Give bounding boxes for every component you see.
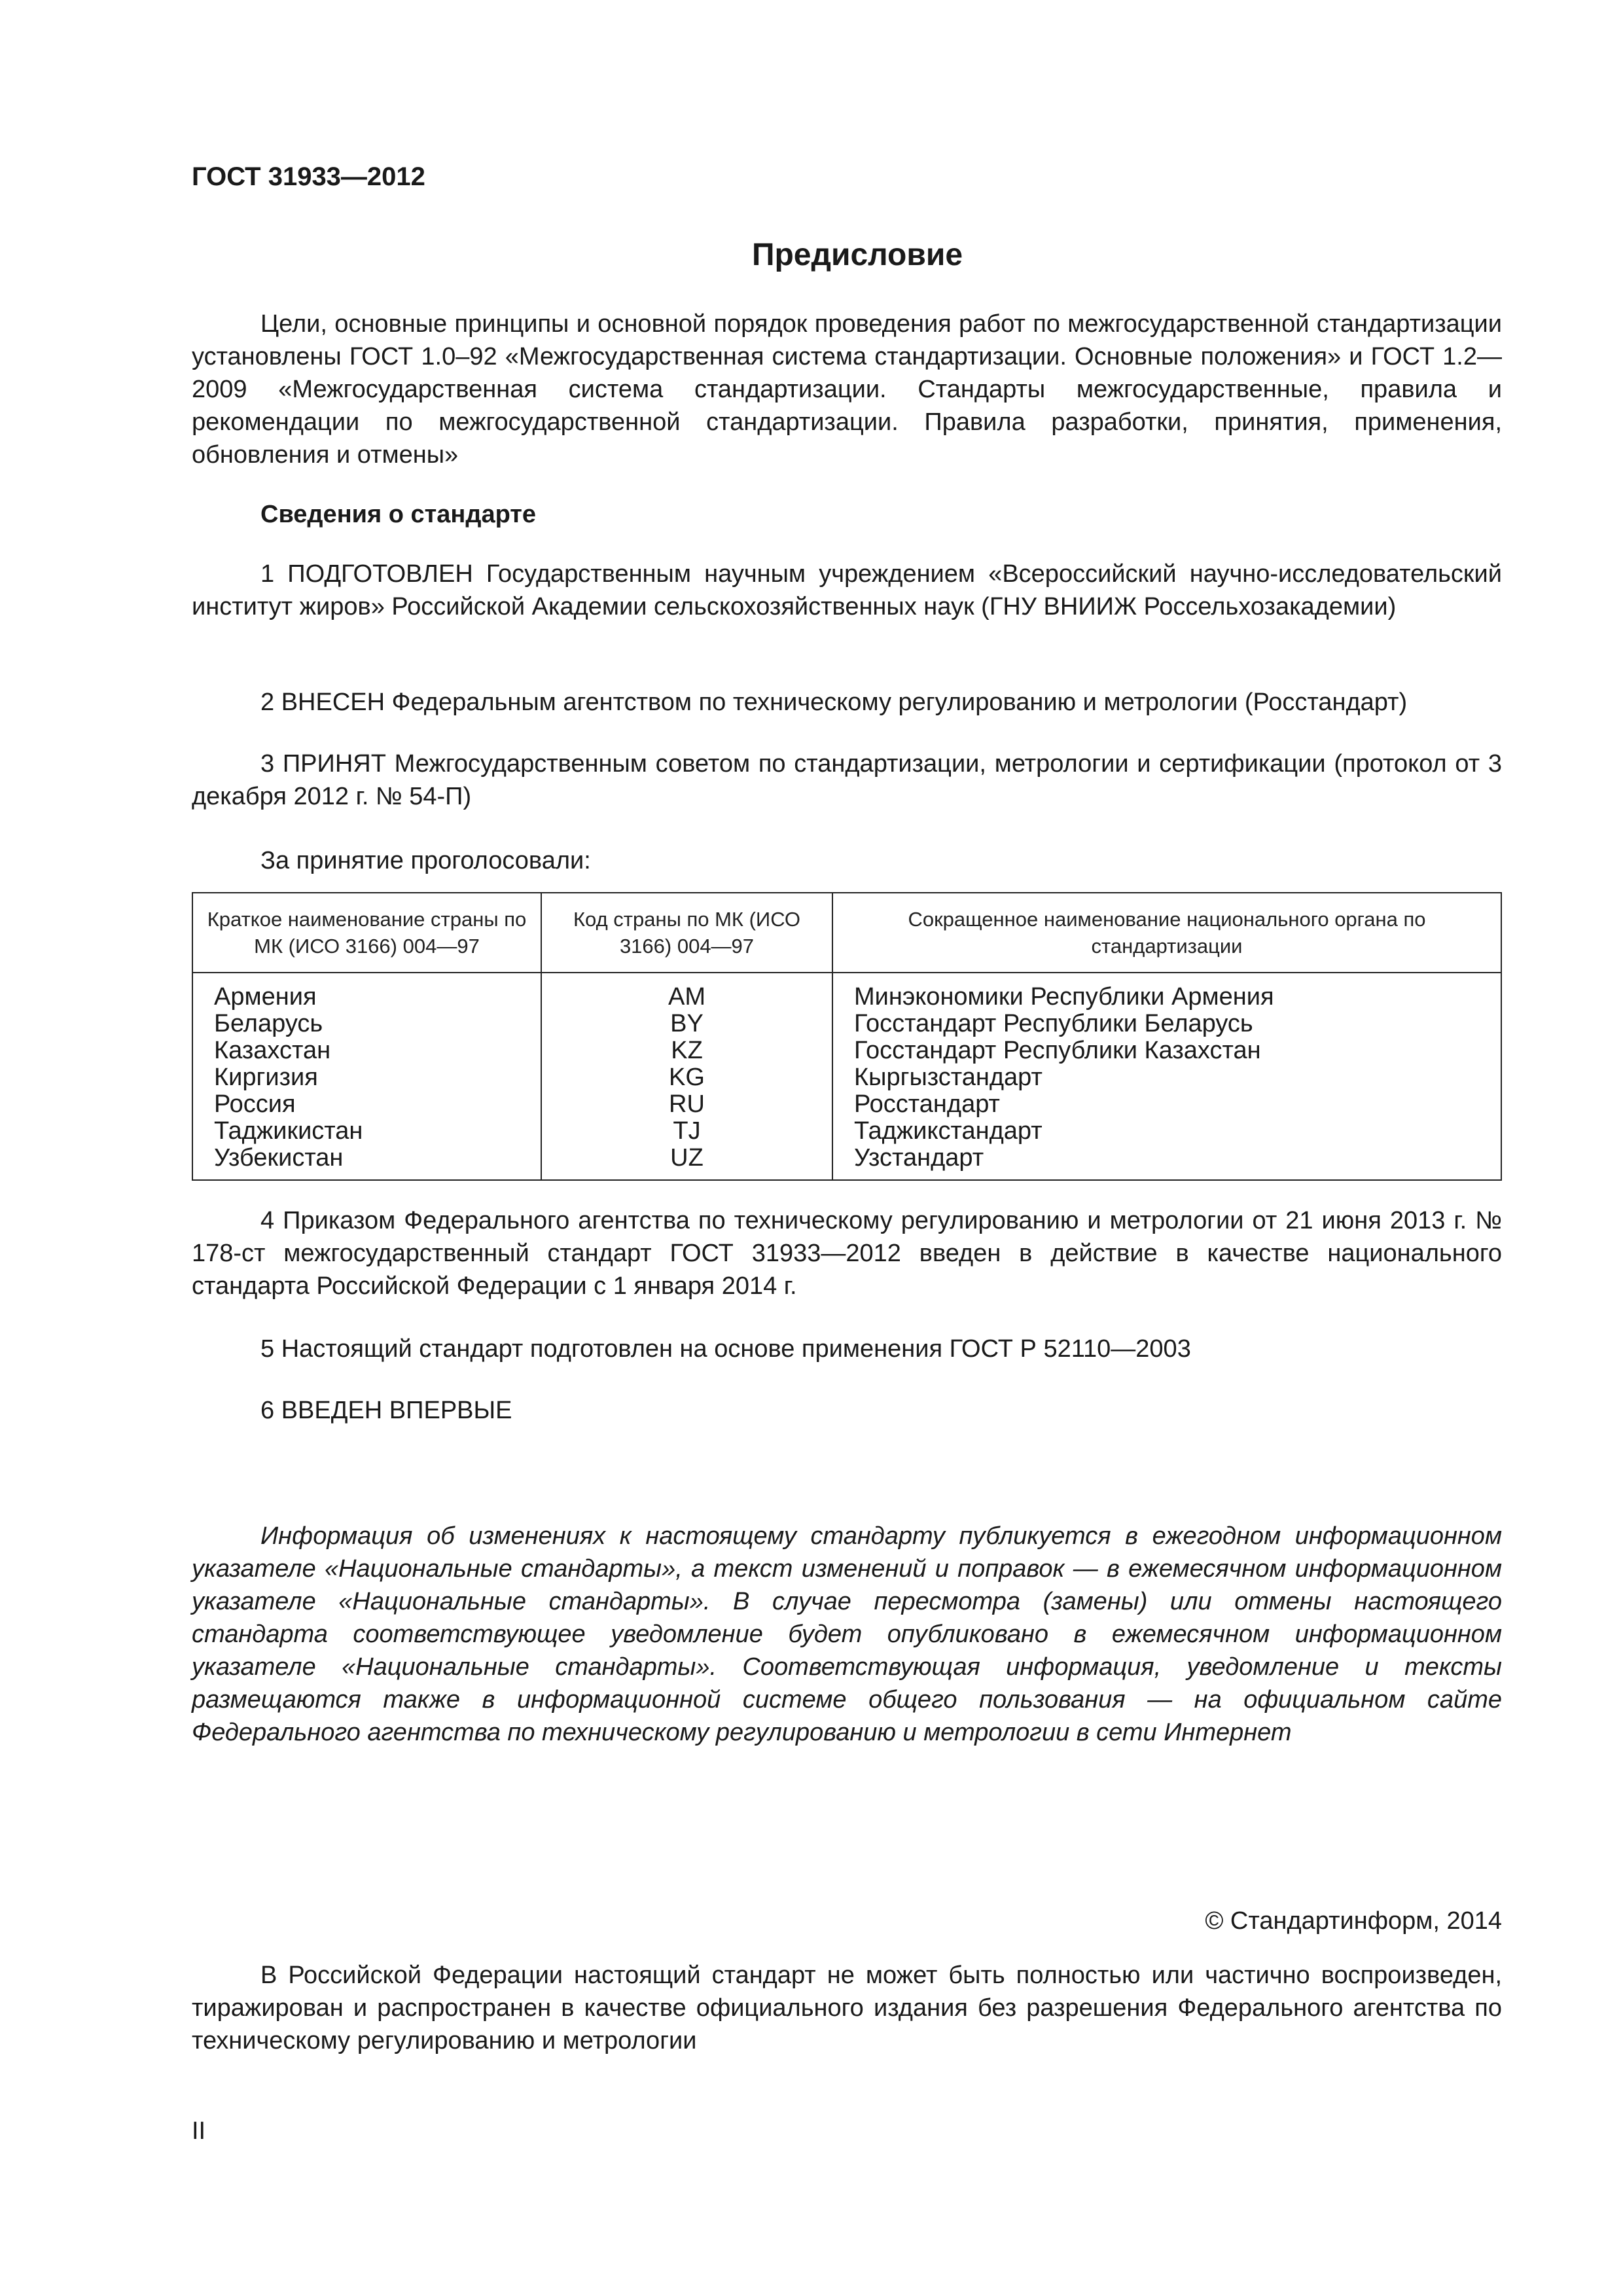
copyright: © Стандартинформ, 2014 bbox=[1205, 1907, 1502, 1935]
item-3: 3 ПРИНЯТ Межгосударственным советом по стандартизации, метрологии и сертификации (протокол от 3 декабря 2012 г. № 54-П) bbox=[192, 750, 1502, 810]
table-row bbox=[192, 1118, 1501, 1145]
country-code: KZ bbox=[541, 1037, 832, 1064]
header-country-code: Код страны по МК (ИСО 3166) 004—97 bbox=[541, 893, 832, 973]
country-code: AM bbox=[541, 973, 832, 1011]
standards-body: Минэкономики Республики Армения bbox=[832, 973, 1501, 1011]
country-code: UZ bbox=[541, 1145, 832, 1180]
header-standards-body: Сокращенное наименование национального органа по стандартизации bbox=[832, 893, 1501, 973]
table-row bbox=[192, 1145, 1501, 1180]
country-name: Беларусь bbox=[192, 1011, 541, 1037]
intro-paragraph: Цели, основные принципы и основной порядок проведения работ по межгосударственной стандартизации установлены ГОСТ 1.0–92 «Межгосударственная система стандартизации. Основные положения» и ГОСТ 1.2—2009 «Межгосударственная система стандартизации. Стандарты межгосударственные, правила и рекомендации по межгосударственной стандартизации. Правила разработки, принятия, применения, обновления и отмены» bbox=[192, 310, 1502, 469]
item-1: 1 ПОДГОТОВЛЕН Государственным научным учреждением «Всероссийский научно-исследовательский институт жиров» Российской Академии сельскохозяйственных наук (ГНУ ВНИИЖ Россельхозакадемии) bbox=[192, 560, 1502, 620]
item-5: 5 Настоящий стандарт подготовлен на основе применения ГОСТ Р 52110—2003 bbox=[260, 1335, 1191, 1363]
table-row bbox=[192, 1091, 1501, 1118]
country-name: Армения bbox=[192, 973, 541, 1011]
table-row bbox=[192, 1064, 1501, 1091]
info-notice: Информация об изменениях к настоящему стандарту публикуется в ежегодном информационном указателе «Национальные стандарты», а текст изменений и поправок — в ежемесячном информационном указателе «Национальные стандарты». В случае пересмотра (замены) или отмены настоящего стандарта соответствующее уведомление будет опубликовано в ежемесячном информационном указателе «Национальные стандарты». Соответствующая информация, уведомление и тексты размещаются также в информационной системе общего пользования — на официальном сайте Федерального агентства по техническому регулированию и метрологии в сети Интернет bbox=[192, 1522, 1502, 1746]
page-title: Предисловие bbox=[751, 238, 963, 272]
rights-notice: В Российской Федерации настоящий стандарт не может быть полностью или частично воспроизведен, тиражирован и распространен в качестве официального издания без разрешения Федерального агентства по техническому регулированию и метрологии bbox=[192, 1962, 1502, 2054]
country-name: Таджикистан bbox=[192, 1118, 541, 1145]
standards-body: Госстандарт Республики Казахстан bbox=[832, 1037, 1501, 1064]
country-code: TJ bbox=[541, 1118, 832, 1145]
country-code: RU bbox=[541, 1091, 832, 1118]
standards-body: Госстандарт Республики Беларусь bbox=[832, 1011, 1501, 1037]
item-4: 4 Приказом Федерального агентства по техническому регулированию и метрологии от 21 июня 2013 г. № 178-ст межгосударственный стандарт ГОСТ 31933—2012 введен в действие в качестве национального стандарта Российской Федерации с 1 января 2014 г. bbox=[192, 1207, 1502, 1300]
header-country-name: Краткое наименование страны по МК (ИСО 3166) 004—97 bbox=[192, 893, 541, 973]
standards-body: Узстандарт bbox=[832, 1145, 1501, 1180]
standards-body: Кыргызстандарт bbox=[832, 1064, 1501, 1091]
table-row bbox=[192, 1037, 1501, 1064]
voting-table bbox=[192, 892, 1502, 1181]
table-header-row bbox=[192, 893, 1501, 973]
section-title: Сведения о стандарте bbox=[260, 501, 537, 528]
table-row bbox=[192, 1011, 1501, 1037]
item-2: 2 ВНЕСЕН Федеральным агентством по техническому регулированию и метрологии (Росстандарт) bbox=[260, 689, 1408, 716]
country-code: KG bbox=[541, 1064, 832, 1091]
country-name: Узбекистан bbox=[192, 1145, 541, 1180]
vote-intro: За принятие проголосовали: bbox=[260, 847, 591, 874]
page-number: II bbox=[192, 2117, 206, 2145]
standards-body: Таджикстандарт bbox=[832, 1118, 1501, 1145]
standards-body: Росстандарт bbox=[832, 1091, 1501, 1118]
item-6: 6 ВВЕДЕН ВПЕРВЫЕ bbox=[260, 1397, 512, 1424]
country-name: Киргизия bbox=[192, 1064, 541, 1091]
country-code: BY bbox=[541, 1011, 832, 1037]
document-code: ГОСТ 31933—2012 bbox=[192, 162, 425, 191]
country-name: Казахстан bbox=[192, 1037, 541, 1064]
table-row bbox=[192, 973, 1501, 1011]
country-name: Россия bbox=[192, 1091, 541, 1118]
